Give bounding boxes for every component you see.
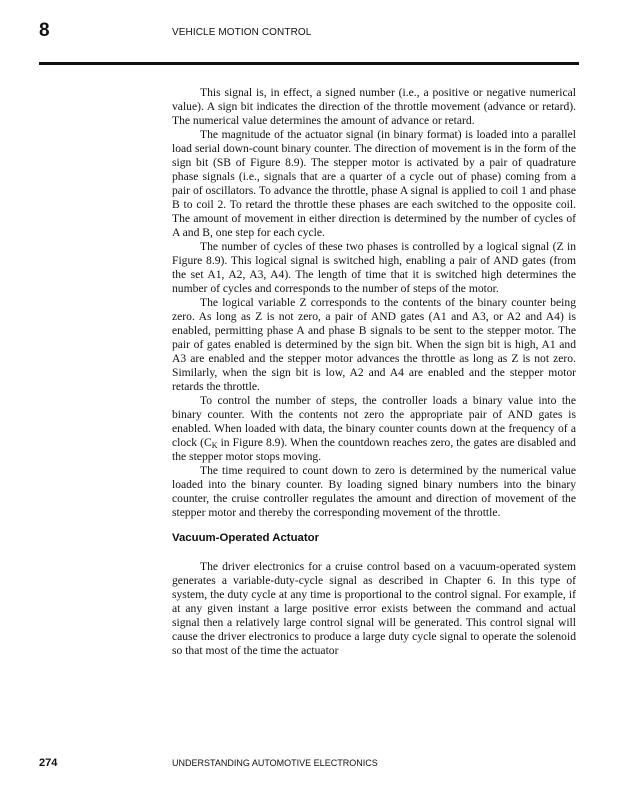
header-rule	[39, 62, 579, 65]
body-text	[172, 86, 576, 658]
paragraph-actuator-magnitude: The magnitude of the actuator signal (in binary format) is loaded into a parallel load serial down-count binary counter. The direction of movement is in the form of the sign bit (SB of Figure 8.9). The stepper motor is activated by a pair of quadrature phase signals (i.e., signals that are a quarter of a cycle out of phase) coming from a pair of oscillators. To advance the throttle, phase A signal is applied to coil 1 and phase B to coil 2. To retard the throttle these phases are each switched to the opposite coil. The amount of movement in either direction is determined by the number of cycles of A and B, one step for each cycle.	[172, 128, 576, 239]
clock-subscript: K	[211, 441, 218, 450]
paragraph-cycle-count: The number of cycles of these two phases is controlled by a logical signal (Z in Figure 8.9). This logical signal is switched high, enabling a pair of AND gates (from the set A1, A2, A3, A4). The length of time that it is switched high determines the number of cycles and corresponds to the number of steps of the motor.	[172, 240, 576, 295]
paragraph-countdown-time: The time required to count down to zero is determined by the numerical value loaded into the binary counter. By loading signed binary numbers into the binary counter, the cruise controller regulates the amount and direction of movement of the stepper motor and thereby the corresponding movement of the throttle.	[172, 464, 576, 519]
clock-text-after: in Figure 8.9). When the countdown reaches zero, the gates are disabled and the stepper motor stops moving.	[172, 436, 576, 463]
clock-text-before: To control the number of steps, the controller loads a binary value into the binary counter. With the contents not zero the appropriate pair of AND gates is enabled. When loaded with data, the binary counter counts down at the frequency of a clock (C	[172, 394, 576, 449]
paragraph-clock	[172, 394, 576, 464]
section-heading: Vacuum-Operated Actuator	[172, 532, 320, 544]
page-number: 274	[39, 757, 58, 769]
chapter-title: VEHICLE MOTION CONTROL	[172, 27, 312, 38]
chapter-number: 8	[39, 20, 50, 41]
paragraph-logical-variable-z: The logical variable Z corresponds to the contents of the binary counter being zero. As long as Z is not zero, a pair of AND gates (A1 and A3, or A2 and A4) is enabled, permitting phase A and phase B signals to be sent to the stepper motor. The pair of gates enabled is determined by the sign bit. When the sign bit is high, A1 and A3 are enabled and the stepper motor advances the throttle as long as Z is not zero. Similarly, when the sign bit is low, A2 and A4 are enabled and the stepper motor retards the throttle.	[172, 296, 576, 393]
book-title: UNDERSTANDING AUTOMOTIVE ELECTRONICS	[172, 758, 378, 768]
paragraph-signed-number: This signal is, in effect, a signed number (i.e., a positive or negative numerical value). A sign bit indicates the direction of the throttle movement (advance or retard). The numerical value determines the amount of advance or retard.	[172, 86, 576, 127]
paragraph-vacuum-actuator: The driver electronics for a cruise control based on a vacuum-operated system generates a variable-duty-cycle signal as described in Chapter 6. In this type of system, the duty cycle at any time is proportional to the control signal. For example, if at any given instant a large positive error exists between the command and actual signal then a relatively large control signal will be generated. This control signal will cause the driver electronics to produce a large duty cycle signal to operate the solenoid so that most of the time the actuator	[172, 560, 576, 657]
